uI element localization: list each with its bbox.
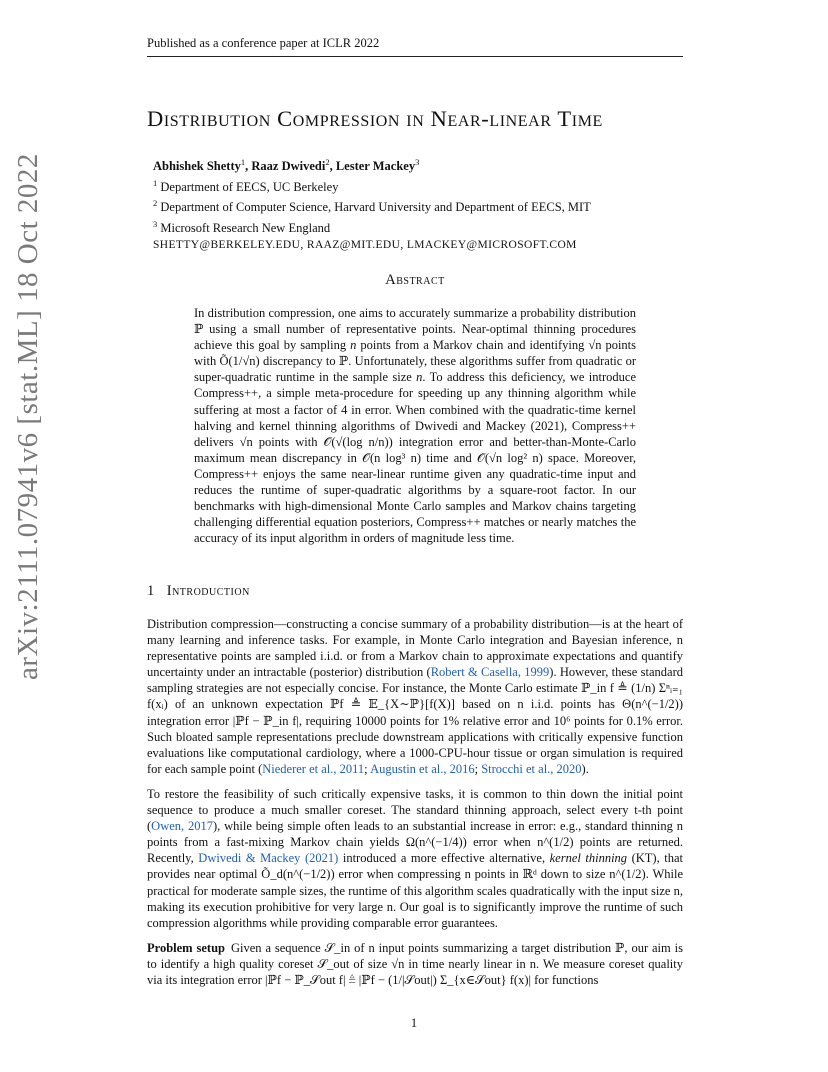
paragraph: Problem setup Given a sequence 𝒮_in of n input points summarizing a target distribution ℙ, our aim is to identify a high quality coreset 𝒮_out of size √n in time nearly linear in n. We measure coreset quality via its integration error |ℙf − ℙ_𝒮out f| ≜ |ℙf − (1/|𝒮out|) Σ_{x∈𝒮out} f(x)| for functions — [147, 940, 683, 987]
author-sup: 3 — [415, 157, 420, 167]
paragraph: To restore the feasibility of such critically expensive tasks, it is common to thin down the initial point sequence to produce a much smaller coreset. The standard thinning approach, select every t-th point (Owen, 2017), while being simple often leads to an substantial increase in error: e.g., standard thinning n points from a fast-mixing Markov chain yields Ω(n^(−1/4)) error when n^(1/2) points are returned. Recently, Dwivedi & Mackey (2021) introduced a more effective alternative, kernel thinning (KT), that provides near optimal Õ_d(n^(−1/2)) error when compressing n points in ℝᵈ down to size n^(1/2). While practical for moderate sample sizes, the runtime of this algorithm scales quadratically with the input size n, making its execution prohibitive for very large n. Our goal is to significantly improve the runtime of such compression algorithms while providing comparable error guarantees. — [147, 786, 684, 930]
citation-link[interactable]: Strocchi et al., 2020 — [481, 761, 582, 776]
page-number: 1 — [410, 1016, 418, 1030]
abstract-heading: Abstract — [385, 272, 445, 288]
abstract-text: In distribution compression, one aims to accurately summarize a probability distribution ℙ using a small number of representative points. Near-optimal thinning procedures achieve this goal by sampling n points from a Markov chain and identifying √n points with Õ(1/√n) discrepancy to ℙ. Unfortunately, these algorithms suffer from quadratic or super-quadratic runtime in the sample size n. To address this deficiency, we introduce Compress++, a simple meta-procedure for speeding up any thinning algorithm while suffering at most a factor of 4 in error. When combined with the quadratic-time kernel halving and kernel thinning algorithms of Dwivedi and Mackey (2021), Compress++ delivers √n points with 𝒪(√(log n/n)) integration error and better-than-Monte-Carlo maximum mean discrepancy in 𝒪(n log³ n) time and 𝒪(√n log² n) space. Moreover, Compress++ enjoys the same near-linear runtime given any quadratic-time input and reduces the runtime of super-quadratic algorithms by a square-root factor. In our benchmarks with high-dimensional Monte Carlo samples and Markov chains targeting challenging differential equation posteriors, Compress++ matches or nearly matches the accuracy of its input algorithm in orders of magnitude less time. — [194, 306, 637, 546]
author-name: Abhishek Shetty — [153, 159, 241, 174]
section-heading-introduction — [147, 583, 683, 600]
paragraph: Distribution compression—constructing a concise summary of a probability distribution—is at the heart of many learning and inference tasks. For example, in Monte Carlo integration and Bayesian inference, n representative points are sampled i.i.d. or from a Markov chain to approximate expectations and quantify uncertainty under an intractable (posterior) distribution (Robert & Casella, 1999). However, these standard sampling strategies are not especially concise. For instance, the Monte Carlo estimate ℙ_in f ≜ (1/n) Σⁿᵢ₌₁ f(xᵢ) of an unknown expectation ℙf ≜ 𝔼_{X∼ℙ}[f(X)] based on n i.i.d. points has Θ(n^(−1/2)) integration error |ℙf − ℙ_in f|, requiring 10000 points for 1% relative error and 10⁶ points for 0.1% error. Such bloated sample representations preclude downstream applications with critically expensive function evaluations like computational cardiology, where a 1000-CPU-hour tissue or organ simulation is required for each sample point (Niederer et al., 2011; Augustin et al., 2016; Strocchi et al., 2020). — [147, 617, 683, 776]
citation-link[interactable]: Owen, 2017 — [151, 819, 213, 834]
affiliation: $^1$ Department of EECS, UC Berkeley — [153, 177, 339, 194]
citation-year-link[interactable]: (2021) — [300, 851, 339, 866]
affiliation: $^2$ Department of Computer Science, Harvard University and Department of EECS, MIT — [153, 198, 591, 215]
author-emails: SHETTY@BERKELEY.EDU, RAAZ@MIT.EDU, LMACKEY@MICROSOFT.COM — [153, 238, 577, 251]
citation-link[interactable]: Dwivedi & Mackey — [198, 851, 301, 866]
citation-link[interactable]: Robert & Casella, 1999 — [430, 665, 550, 680]
paragraph-heading: Problem setup — [147, 940, 225, 955]
author-name: Raaz Dwivedi — [251, 159, 326, 174]
author-names: Abhishek Shetty$^1$, Raaz Dwivedi$^2$, Lester Mackey$^3$ — [153, 157, 420, 174]
author-name: Lester Mackey — [335, 159, 416, 174]
arxiv-identifier: arXiv:2111.07941v6 [stat.ML] 18 Oct 2022 — [12, 153, 44, 680]
introduction-body — [147, 616, 683, 997]
citation-link[interactable]: Augustin et al., 2016 — [370, 761, 475, 776]
citation-link[interactable]: Niederer et al., 2011 — [262, 761, 365, 776]
author-block — [153, 154, 713, 253]
section-number: 1 — [147, 583, 155, 599]
section-title: Introduction — [166, 583, 250, 599]
conference-header: Published as a conference paper at ICLR 2022 — [147, 36, 683, 57]
paper-title: Distribution Compression in Near-linear Time — [147, 106, 603, 131]
affiliation: $^3$ Microsoft Research New England — [153, 218, 331, 236]
author-sup: 2 — [325, 157, 330, 167]
author-sup: 1 — [240, 157, 246, 167]
